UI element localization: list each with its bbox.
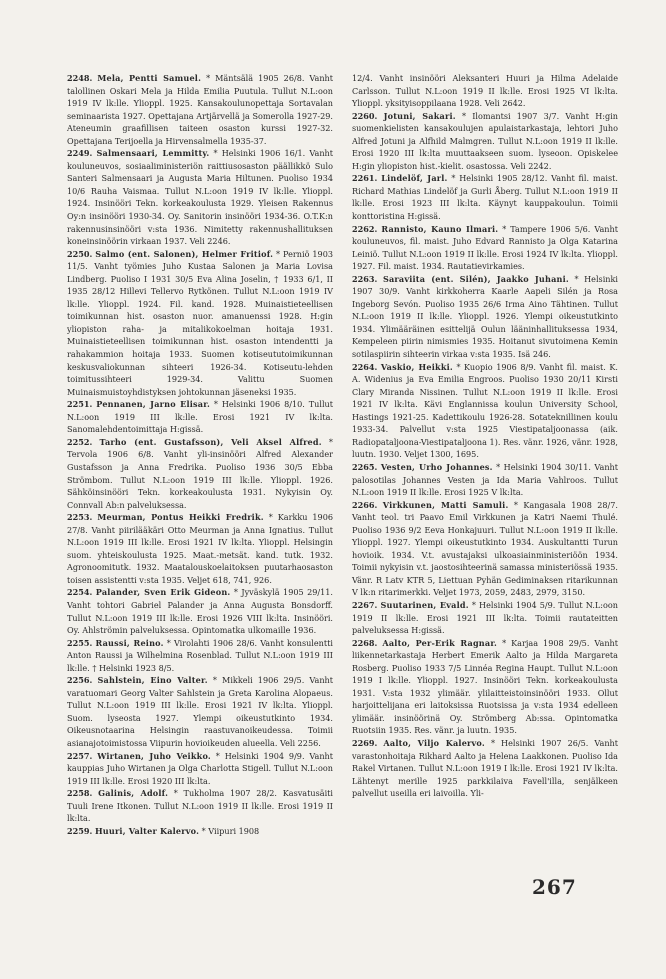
entry-number: 2249. — [67, 148, 93, 159]
entry-person-name: Wirtanen, Juho Veikko. — [97, 750, 211, 761]
entry-text: * Tervola 1906 6/8. Vanht yli-insinööri Alfred Alexander Gustafsson ja Anna Fredrika. Puoliso 1936 30/5 Ebba Strömbom. Tullut N.L:oon 1919 III lk:lle. Ylioppl. 1926. Sähköinsinööri Tekn. korkeakoulusta 1931. Nykyisin Oy. Connvall Ab:n palveluksessa. — [67, 436, 333, 510]
entry-text: * Helsinki 1904 30/11. Vanht palosotilas Johannes Vesten ja Ida Maria Vahlroos. Tullut N.L:oon 1919 II lk:lle. Erosi 1925 V lk:lta. — [352, 461, 618, 498]
biography-entry — [352, 273, 618, 361]
entry-number: 2262. — [352, 223, 378, 234]
entry-number: 2259. — [67, 825, 93, 836]
entry-text: * Perniö 1903 11/5. Vanht työmies Juho Kustaa Salonen ja Maria Lovisa Lindberg. Puoliso I 1931 30/5 Eva Alina Joselin, † 1933 6/1, II 1935 28/12 Hillevi Tellervo Rytkönen. Tullut N.L:oon 1919 IV lk:lle. Ylioppl. 1924. Fil. kand. 1928. Muinaistieteellisen toimikunnan hist. osaston nuor. amanuenssi 1928. H:gin yliopiston raha- ja mitalikokoelman hoitaja 1931. Muinaistieteellisen toimikunnan hist. osaston intendentti ja rahakammion hoitaja 1933. Suomen kotiseututoimikunnan keskusvaliokunnan sihteeri 1926-34. Kotiseutu-lehden toimitussihteeri 1929-34. Valittu Suomen Muinaismuistoyhdistyksen johtokunnan jäseneksi 1935. — [67, 248, 333, 397]
entry-person-name: Salmensaari, Lemmitty. — [96, 148, 210, 159]
entry-number: 2250. — [67, 248, 93, 259]
biography-entry — [67, 436, 333, 511]
entry-number: 2254. — [67, 587, 93, 598]
page-number: 267 — [532, 875, 577, 899]
biography-entry — [67, 637, 333, 675]
entry-text: * Karjaa 1908 29/5. Vanht liikennetarkastaja Herbert Emerik Aalto ja Hilda Margareta Rosberg. Puoliso 1933 7/5 Linnéa Regina Haupt. Tullut N.L:oon 1919 I lk:lle. Ylioppl. 1927. Insinööri Tekn. korkeakoulusta 1931. V:sta 1932 ylimäär. ylilaitteistoinsinööri 1933. Ollut harjoittelijana eri laitoksissa Ruotsissa ja v:sta 1934 edelleen ylimäär. insinöörinä Oy. Strömberg Ab:ssa. Opintomatka Ruotsiin 1935. Res. vänr. ja luutn. 1935. — [352, 637, 618, 736]
entry-number: 2269. — [352, 737, 378, 748]
biography-entry — [67, 750, 333, 788]
entry-text: 12/4. Vanht insinööri Aleksanteri Huuri ja Hilma Adelaide Carlsson. Tullut N.L:oon 1919 II lk:lle. Erosi 1925 VI lk:lta. Ylioppl. yksityisoppilaana 1928. Veli 2642. — [352, 73, 618, 109]
biography-entry — [352, 223, 618, 273]
entry-person-name: Aalto, Per-Erik Ragnar. — [382, 637, 498, 648]
biography-entry — [67, 674, 333, 749]
biography-entry — [67, 511, 333, 586]
entry-person-name: Lindelöf, Jarl. — [381, 173, 448, 184]
entry-person-name: Saraviita (ent. Silén), Jaakko Juhani. — [382, 273, 569, 284]
entry-number: 2267. — [352, 599, 378, 610]
entry-text: * Helsinki 1904 5/9. Tullut N.L:oon 1919 II lk:lle. Erosi 1921 III lk:lta. Toimii rautateitten palveluksessa H:gissä. — [352, 599, 618, 636]
entry-text: * Kangasala 1908 28/7. Vanht teol. tri Paavo Emil Virkkunen ja Katri Naemi Thulé. Puoliso 1936 9/2 Eeva Honkajuuri. Tullut N.L:oon 1919 II lk:lle. Ylioppl. 1927. Ylempi oikeustutkinto 1934. Auskultantti Turun hovioik. 1934. V.t. avustajaksi ulkoasiainministeriöön 1934. Toimii nykyisin v.t. jaostosihteerinä samassa ministeriössä 1935. Vänr. R Latv KTR 5, Liettuan Pyhän Gediminaksen ritarikunnan V lk:n ritarimerkki. Veljet 1973, 2059, 2483, 2979, 3150. — [352, 499, 619, 598]
entry-person-name: Salmo (ent. Salonen), Helmer Fritiof. — [95, 248, 274, 259]
entry-number: 2256. — [67, 675, 93, 686]
biography-entry — [67, 72, 333, 147]
entry-number: 2251. — [67, 399, 93, 410]
entry-person-name: Raussi, Reino. — [95, 637, 164, 648]
entry-person-name: Meurman, Pontus Heikki Fredrik. — [97, 512, 264, 523]
biography-entry — [352, 737, 618, 800]
entry-person-name: Suutarinen, Evald. — [380, 599, 469, 610]
biography-entry — [352, 599, 618, 637]
biography-entry — [352, 361, 618, 461]
entry-text: * Tukholma 1907 28/2. Kasvatusäiti Tuuli Irene Itkonen. Tullut N.L:oon 1919 II lk:lle. Erosi 1919 II lk:lta. — [67, 788, 333, 824]
biography-entry — [352, 499, 618, 599]
biography-entry — [352, 110, 618, 173]
biography-entry — [67, 147, 333, 247]
entry-number: 2261. — [352, 173, 378, 184]
entry-number: 2258. — [67, 788, 93, 799]
entry-number: 2265. — [352, 461, 378, 472]
entry-number: 2248. — [67, 73, 93, 83]
entry-text: * Karkku 1906 27/8. Vanht piirilääkäri Otto Meurman ja Anna Ignatius. Tullut N.L:oon 1919 III lk:lle. Erosi 1921 IV lk:lta. Ylioppl. Helsingin suom. yhteiskoulusta 1925. Maat.-metsät. kand. tutk. 1932. Agronoomitutk. 1932. Maatalouskoelaitoksen puutarhaosaston toisen assistentti v:sta 1935. Veljet 618, 741, 926. — [67, 512, 334, 585]
entry-text: * Viipuri 1908 — [199, 825, 260, 836]
biography-entry — [67, 586, 333, 636]
biography-entry — [67, 248, 333, 399]
entry-person-name: Huuri, Valter Kalervo. — [94, 825, 200, 836]
entry-number: 2268. — [352, 637, 378, 648]
entry-person-name: Virkkunen, Matti Samuli. — [382, 499, 509, 510]
entry-number: 2255. — [67, 637, 93, 648]
left-column — [67, 72, 333, 837]
biography-entry — [352, 72, 618, 110]
entry-person-name: Vaskio, Heikki. — [380, 361, 453, 372]
entry-person-name: Pennanen, Jarno Elisar. — [96, 399, 210, 410]
entry-text: * Jyväskylä 1905 29/11. Vanht tohtori Gabriel Palander ja Anna Augusta Bonsdorff. Tullut N.L:oon 1919 III lk:lle. Erosi 1926 VIII lk:lta. Insinööri. Oy. Ahlströmin palveluksessa. Opintomatka ulkomaille 1936. — [67, 587, 333, 636]
entry-text: * Mäntsälä 1905 26/8. Vanht talollinen Oskari Mela ja Hilda Emilia Puutula. Tullut N.L:oon 1919 IV lk:lle. Ylioppl. 1925. Kansakoulunopettaja Sortavalan seminaarista 1927. Opettajana Artjärvellä ja Somerolla 1927-29. Ateneumin graafillisen taiteen osaston kurssi 1927-32. Opettajana Terijoella ja Hirvensalmella 1935-37. — [67, 73, 334, 146]
entry-number: 2252. — [67, 436, 93, 447]
right-column — [352, 72, 618, 800]
entry-text: * Helsinki 1904 9/9. Vanht kauppias Juho Wirtanen ja Olga Charlotta Stigell. Tullut N.L:oon 1919 III lk:lle. Erosi 1920 III lk:lta. — [67, 750, 333, 786]
entry-person-name: Palander, Sven Erik Gideon. — [95, 587, 231, 598]
entry-number: 2253. — [67, 512, 93, 523]
entry-number: 2260. — [352, 110, 378, 121]
entry-number: 2264. — [352, 361, 378, 372]
entry-text: * Ilomantsi 1907 3/7. Vanht H:gin suomenkielisten kansakoulujen apulaistarkastaja, lehtori Juho Alfred Jotuni ja Alfhild Malmgren. Tullut N.L:oon 1919 II lk:lle. Erosi 1920 III lk:lta muuttaakseen suom. lyseoon. Opiskelee H:gin yliopiston hist.-kielit. osastossa. Veli 2242. — [352, 110, 619, 171]
entry-text: * Virolahti 1906 28/6. Vanht konsulentti Anton Raussi ja Wilhelmina Rosenblad. Tullut N.L:oon 1919 III lk:lle. † Helsinki 1923 8/5. — [67, 637, 333, 673]
biography-entry — [352, 637, 618, 737]
entry-person-name: Rannisto, Kauno Ilmari. — [381, 223, 499, 234]
entry-text: * Helsinki 1907 26/5. Vanht varastonhoitaja Rikhard Aalto ja Helena Laakkonen. Puoliso Ida Rakel Virtanen. Tullut N.L:oon 1919 I lk:lle. Erosi 1921 IV lk:lta. Lähtenyt merille 1925 parkkilaiva Favell'illa, senjälkeen palvellut useilla eri laivoilla. Yli- — [352, 737, 618, 799]
entry-person-name: Galinis, Adolf. — [98, 788, 169, 799]
entry-number: 2257. — [67, 750, 93, 761]
entry-person-name: Mela, Pentti Samuel. — [97, 73, 202, 83]
entry-person-name: Tarho (ent. Gustafsson), Veli Aksel Alfred. — [99, 436, 322, 447]
biography-entry — [352, 172, 618, 222]
entry-text: * Kuopio 1906 8/9. Vanht fil. maist. K. A. Widenius ja Eva Emilia Engroos. Puoliso 1930 20/11 Kirsti Clary Miranda Nissinen. Tullut N.L:oon 1919 II lk:lle. Erosi 1921 IV lk:lta. Kävi Englannissa koulun University School, Hastings 1921-25. Kadettikoulu 1926-28. Sotateknillinen koulu 1933-34. Palvellut v:sta 1925 Viestipataljoonassa (aik. Radiopataljoona-Viestipataljoona 1). Res. vänr. 1926, vänr. 1928, luutn. 1930. Veljet 1300, 1695. — [352, 361, 618, 460]
biography-entry — [67, 398, 333, 436]
entry-number: 2263. — [352, 273, 378, 284]
entry-text: * Mikkeli 1906 29/5. Vanht varatuomari Georg Valter Sahlstein ja Greta Karolina Alopaeus. Tullut N.L:oon 1919 III lk:lle. Erosi 1921 IV lk:lta. Ylioppl. Suom. lyseosta 1927. Ylempi oikeustutkinto 1934. Oikeusnotaarina Helsingin raastuvanoikeudessa. Toimii asianajotoimistossa Viipurin hovioikeuden alueella. Veli 2256. — [67, 675, 334, 748]
biography-entry — [352, 461, 618, 499]
entry-text: * Helsinki 1907 30/9. Vanht kirkkoherra Kaarle Aapeli Silén ja Rosa Ingeborg Sevón. Puoliso 1935 26/6 Irma Aino Tähtinen. Tullut N.L:oon 1919 II lk:lle. Ylioppl. 1926. Ylempi oikeustutkinto 1934. Ylimääräinen esittelijä Oulun lääninhallituksessa 1934, Kempeleen piirin nimismies 1935. Hoitanut sivutoimena Kemin sotilaspiirin sihteerin virkaa v:sta 1935. Isä 246. — [352, 273, 619, 360]
entry-text: * Tampere 1906 5/6. Vanht kouluneuvos, fil. maist. Juho Edvard Rannisto ja Olga Katarina Leiniö. Tullut N.L:oon 1919 II lk:lle. Erosi 1924 IV lk:lta. Ylioppl. 1927. Fil. maist. 1934. Rautatievirkamies. — [352, 223, 618, 272]
entry-person-name: Jotuni, Sakari. — [383, 110, 456, 121]
entry-person-name: Vesten, Urho Johannes. — [380, 461, 493, 472]
biography-entry — [67, 787, 333, 825]
biography-entry — [67, 825, 333, 838]
entry-person-name: Aalto, Viljo Kalervo. — [383, 737, 485, 748]
entry-text: * Helsinki 1906 16/1. Vanht kouluneuvos, sosiaaliministeriön raittiusosaston päällikkö Sulo Santeri Salmensaari ja Augusta Maria Hiltunen. Puoliso 1934 10/6 Rauha Vaismaa. Tullut N.L:oon 1919 IV lk:lle. Ylioppl. 1924. Insinööri Tekn. korkeakoulusta 1929. Yleisen Rakennus Oy:n insinööri 1930-34. Oy. Sanitorin insinööri 1934-36. O.T.K:n rakennusinsinööri v:sta 1936. Nimitetty rakennushallituksen koneinsinöörin virkaan 1937. Veli 2246. — [67, 148, 334, 247]
entry-text: * Helsinki 1905 28/12. Vanht fil. maist. Richard Mathias Lindelöf ja Gurli Åberg. Tullut N.L:oon 1919 II lk:lle. Erosi 1923 III lk:lta. Käynyt kauppakoulun. Toimii konttoristina H:gissä. — [352, 173, 618, 222]
entry-text: * Helsinki 1906 8/10. Tullut N.L:oon 1919 III lk:lle. Erosi 1921 IV lk:lta. Sanomalehdentoimittaja H:gissä. — [67, 399, 333, 435]
entry-person-name: Sahlstein, Eino Valter. — [97, 675, 208, 686]
entry-number: 2266. — [352, 499, 378, 510]
